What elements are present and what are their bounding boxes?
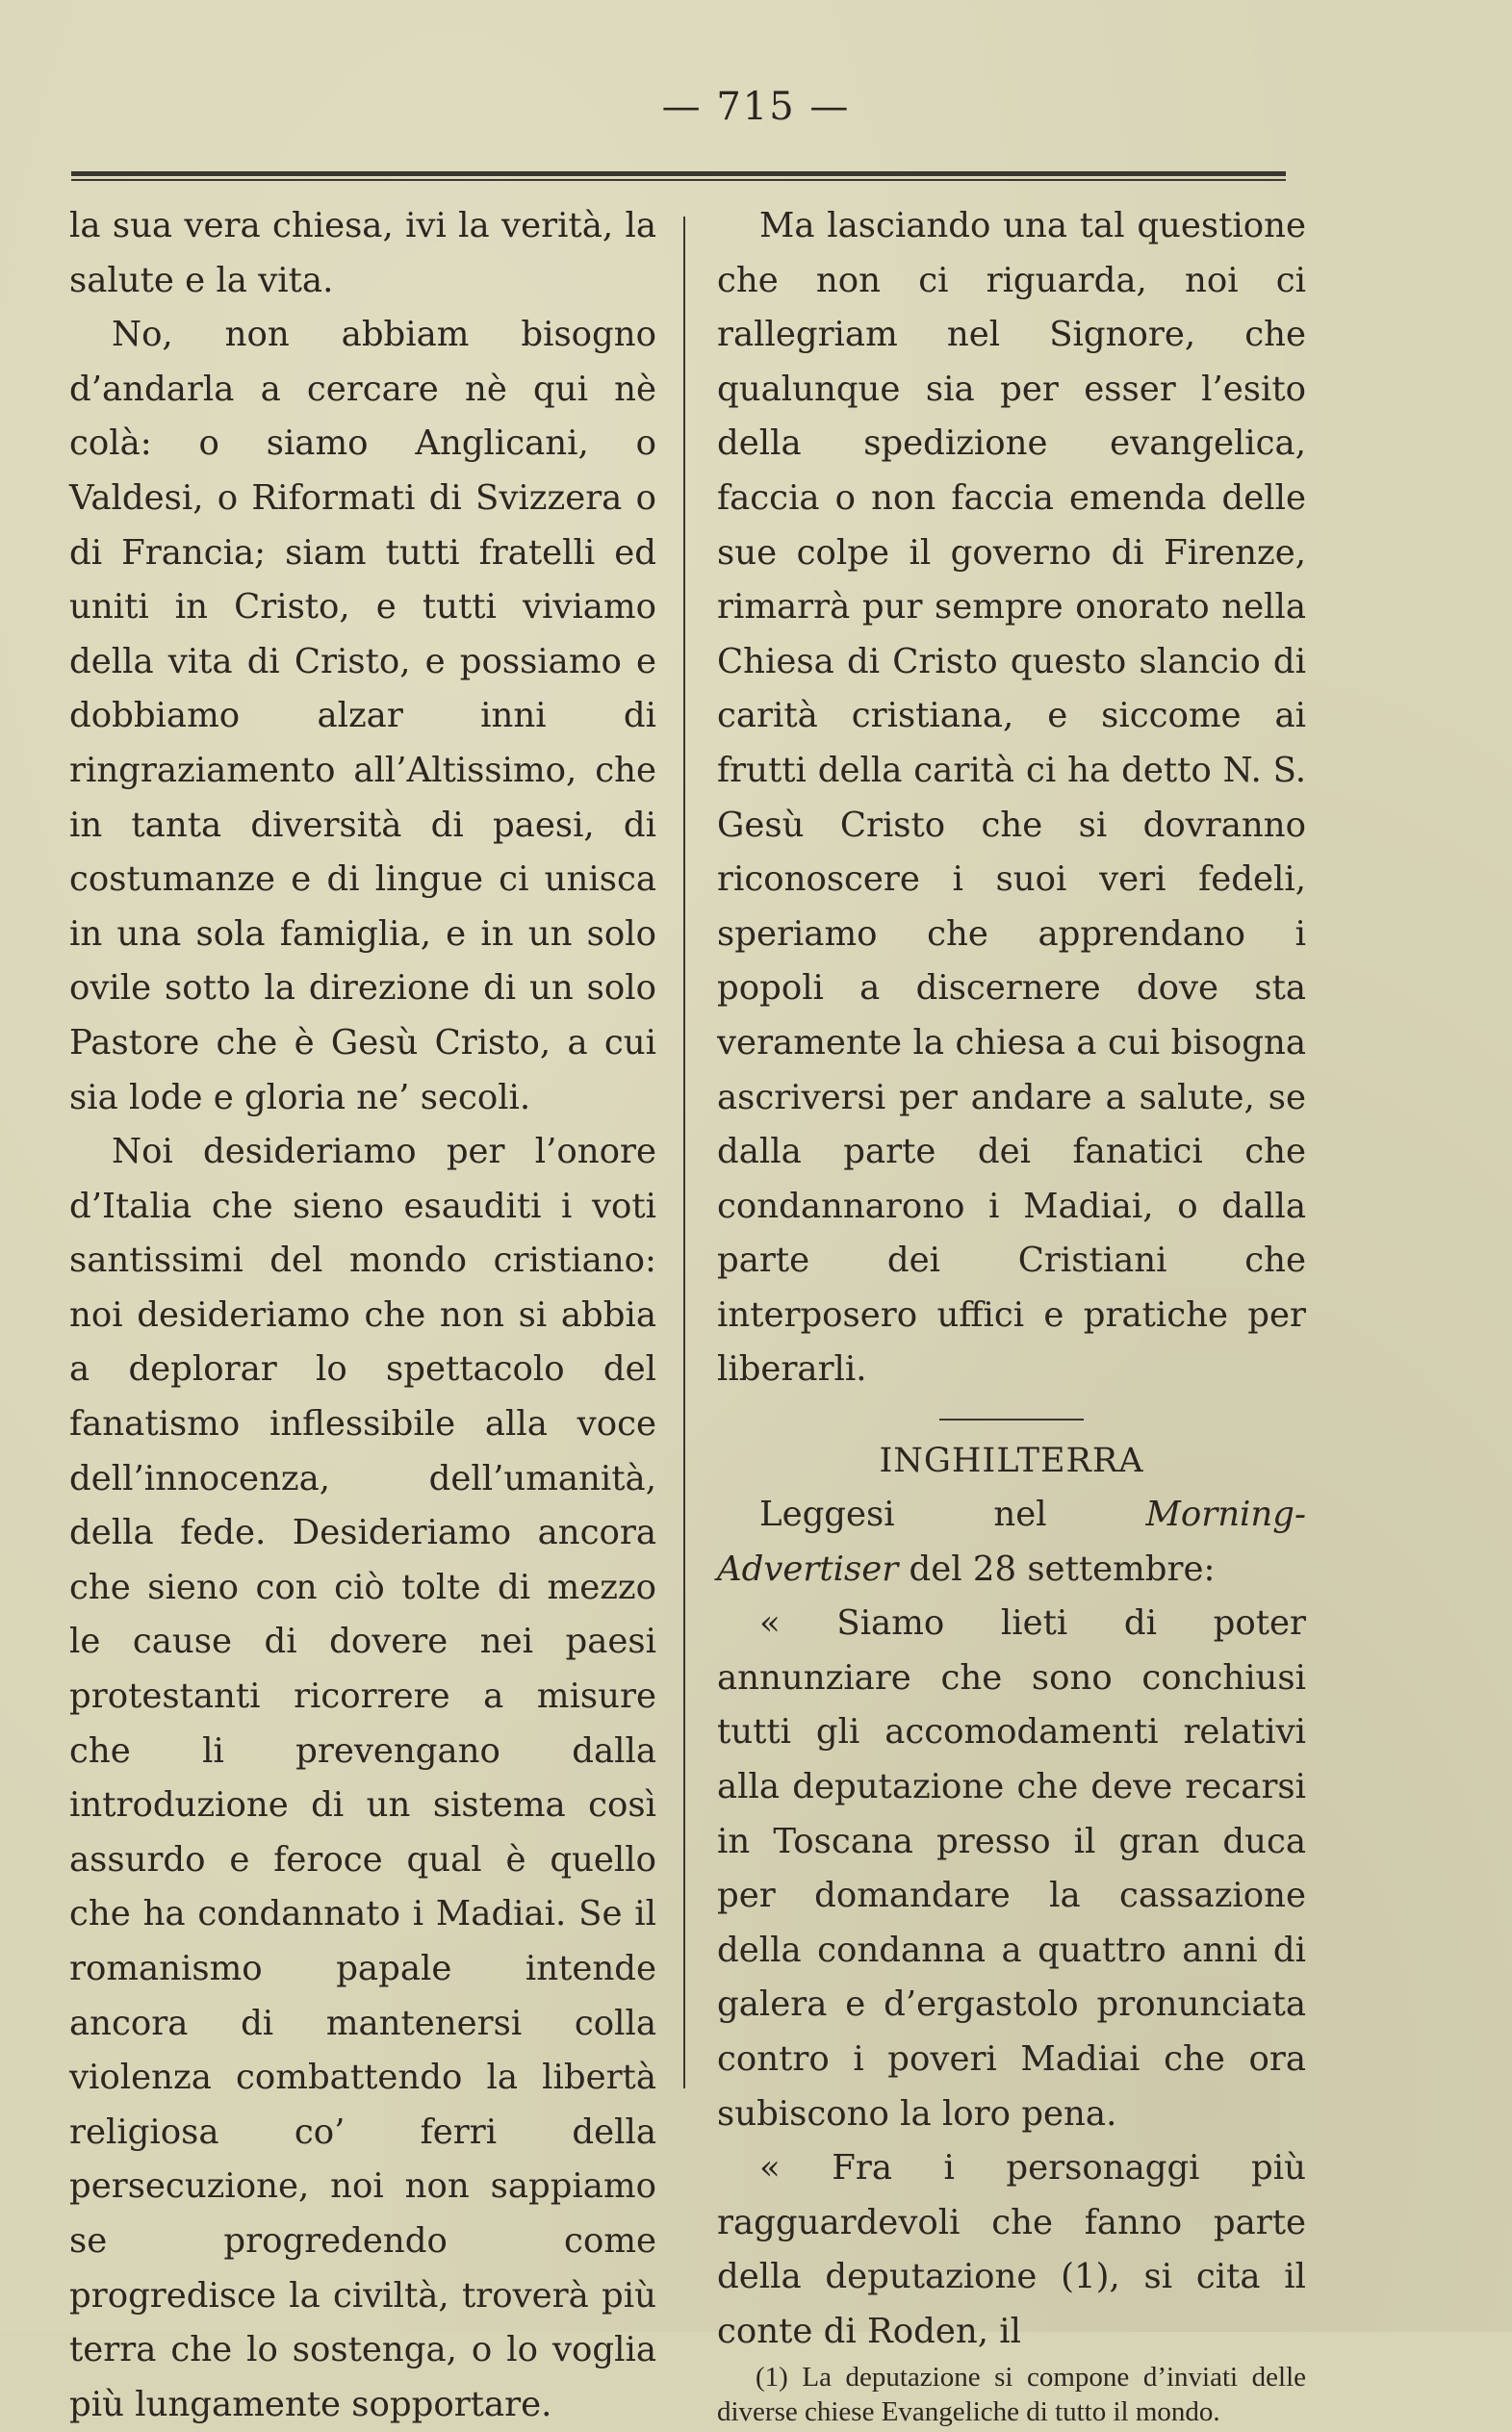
paragraph: No, non abbiam bisogno d’andarla a cercare nè qui nè colà: o siamo Anglicani, o Valdesi, o Riformati di Svizzera o di Francia; siam tutti fratelli ed uniti in Cristo, e tutti viviamo della vita di Cristo, e possiamo e dobbiamo alzar inni di ringraziamento all’Altissimo, che in tanta diversità di paesi, di costumanze e di lingue ci unisca in una sola famiglia, e in un solo ovile sotto la direzione di un solo Pastore che è Gesù Cristo, a cui sia lode e gloria ne’ secoli. [69,315,656,1117]
paragraph-continuation: la sua vera chiesa, ivi la verità, la salute e la vita. [69,206,656,300]
lead-text: Leggesi nel [759,1495,1047,1535]
quoted-paragraph: « Siamo lieti di poter annunziare che sono conchiusi tutti gli accomodamenti relativi alla deputazione che deve recarsi in Toscana presso il gran duca per domandare la cassazione della condanna a quattro anni di galera e d’ergastolo pronunciata contro i poveri Madiai che ora subiscono la loro pena. [717,1603,1306,2134]
section-title: INGHILTERRA [879,1442,1144,1481]
column-divider [683,217,685,2088]
left-column [69,199,656,2432]
header-double-rule [71,171,1286,181]
page-number: — 715 — [661,85,851,129]
paragraph: Ma lasciando una tal questione che non ci riguarda, noi ci rallegriam nel Signore, che qualunque sia per esser l’esito della spedizione evangelica, faccia o non faccia emenda delle sue colpe il governo di Firenze, rimarrà pur sempre onorato nella Chiesa di Cristo questo slancio di carità cristiana, e siccome ai frutti della carità ci ha detto N. S. Gesù Cristo che si dovranno riconoscere i suoi veri fedeli, speriamo che apprendano i popoli a discernere dove sta veramente la chiesa a cui bisogna ascriversi per andare a salute, se dalla parte dei fanatici che condannarono i Madiai, o dalla parte dei Cristiani che interposero uffici e pratiche per liberarli. [717,206,1306,1390]
lead-paragraph [717,1488,1306,1597]
right-column [717,199,1306,2429]
section-separator-rule [939,1419,1084,1421]
newspaper-name: Morning-Advertiser [717,1495,1306,1589]
lead-date: del 28 settembre: [909,1549,1216,1589]
footnote: (1) La deputazione si compone d’inviati delle diverse chiese Evangeliche di tutto il mondo. [717,2361,1306,2427]
paragraph: Noi desideriamo per l’onore d’Italia che sieno esauditi i voti santissimi del mondo cristiano: noi desideriamo che non si abbia a deplorar lo spettacolo del fanatismo inflessibile alla voce dell’innocenza, dell’umanità, della fede. Desideriamo ancora che sieno con ciò tolte di mezzo le cause di dovere nei paesi protestanti ricorrere a misure che li prevengano dalla introduzione di un sistema così assurdo e feroce qual è quello che ha condannato i Madiai. Se il romanismo papale intende ancora di mantenersi colla violenza combattendo la libertà religiosa co’ ferri della persecuzione, noi non sappiamo se progredendo come progredisce la civiltà, troverà più terra che lo sostenga, o lo voglia più lungamente sopportare. [69,1132,656,2424]
quoted-paragraph: « Fra i personaggi più ragguardevoli che fanno parte della deputazione (1), si cita il conte di Roden, il [717,2148,1306,2351]
